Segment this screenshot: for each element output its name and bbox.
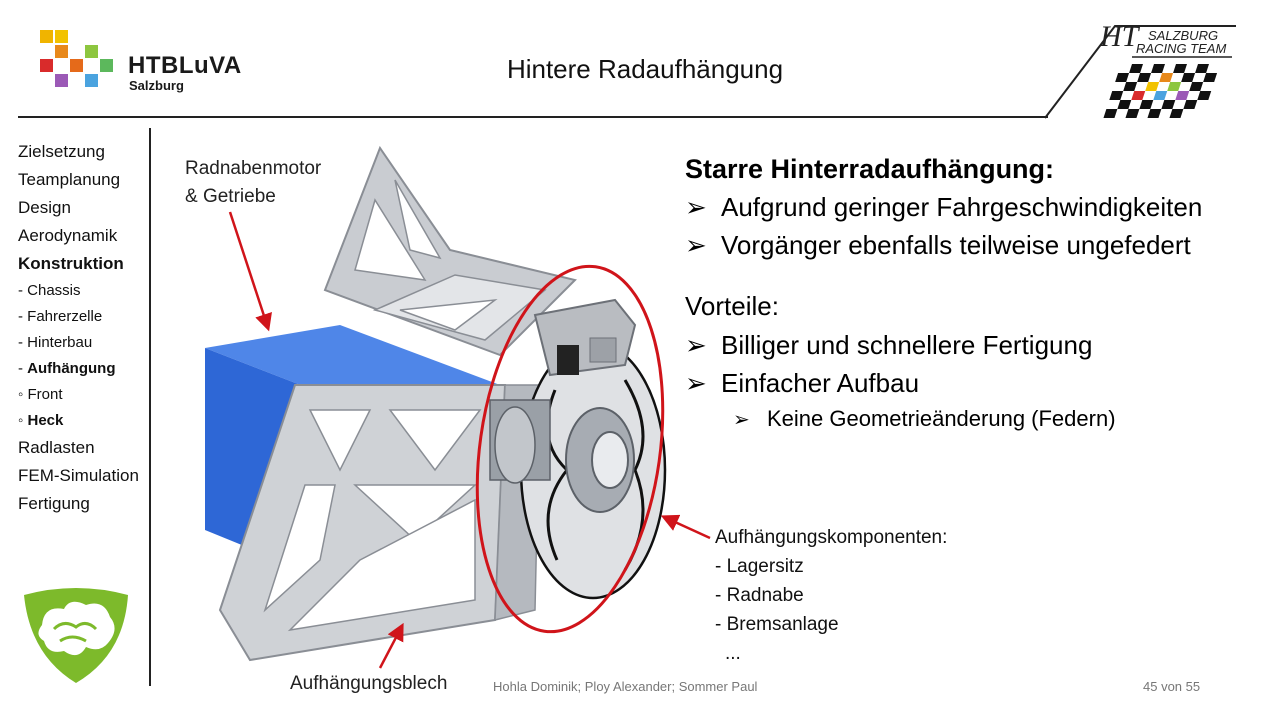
sidebar-item-fahrerzelle[interactable]: - Fahrerzelle (18, 308, 103, 325)
sidebar-item-label: Aufhängung (27, 360, 116, 377)
footer-authors: Hohla Dominik; Ploy Alexander; Sommer Paul (493, 679, 758, 694)
component-item: - Lagersitz (715, 556, 804, 577)
motor-arrow (230, 212, 268, 328)
component-item: - Radnabe (715, 585, 804, 606)
content-block (685, 150, 1275, 437)
sidebar-item-prefix: ◦ (18, 386, 28, 403)
team-logo-text-2: RACING TEAM (1136, 41, 1227, 56)
arrow-bullet-icon: ➢ (733, 409, 750, 431)
sidebar-item-prefix: ◦ (18, 412, 28, 429)
sidebar-item-label: Front (27, 386, 63, 403)
label-motor-line1: Radnabenmotor (185, 158, 322, 179)
svg-text:HT: HT (1100, 20, 1139, 53)
bullet-item (685, 326, 1275, 364)
sidebar-item-zielsetzung[interactable]: Zielsetzung (18, 142, 105, 161)
sidebar-item-fertigung[interactable]: Fertigung (18, 494, 90, 513)
bullet-text: Billiger und schnellere Fertigung (721, 330, 1093, 360)
brand-subtitle: Salzburg (129, 78, 184, 93)
component-item: - Bremsanlage (715, 614, 839, 635)
sidebar-item-chassis[interactable]: - Chassis (18, 282, 81, 299)
sidebar-item-teamplanung[interactable]: Teamplanung (18, 170, 121, 189)
arrow-bullet-icon: ➢ (685, 368, 707, 398)
sidebar-item-prefix: - (18, 360, 28, 377)
sub-bullet-text: Keine Geometrieänderung (Federn) (767, 406, 1116, 431)
bullet-item (685, 364, 1275, 402)
advantages-heading: Vorteile: (685, 291, 779, 321)
label-plate: Aufhängungsblech (290, 673, 448, 694)
sidebar-item-design[interactable]: Design (18, 198, 71, 217)
component-item: ... (725, 643, 741, 664)
bullet-item (685, 188, 1275, 226)
bullet-text: Vorgänger ebenfalls teilweise ungefedert (721, 230, 1191, 260)
arrow-bullet-icon: ➢ (685, 230, 707, 260)
sidebar-item-label: Heck (27, 412, 64, 429)
team-logo-text-1: SALZBURG (1148, 28, 1219, 43)
bullet-text: Einfacher Aufbau (721, 368, 920, 398)
arrow-bullet-icon: ➢ (685, 192, 707, 222)
label-motor (185, 155, 321, 211)
slide-title: Hintere Radaufhängung (506, 54, 784, 84)
arrow-bullet-icon: ➢ (685, 330, 707, 360)
sidebar-item-fem-simulation[interactable]: FEM-Simulation (18, 466, 139, 485)
plate-arrow (380, 626, 402, 668)
sidebar-item-konstruktion[interactable]: Konstruktion (18, 254, 124, 273)
components-title: Aufhängungskomponenten: (715, 527, 948, 548)
sidebar-item-aerodynamik[interactable]: Aerodynamik (18, 226, 118, 245)
sub-bullet-item (685, 402, 1275, 437)
label-motor-line2: & Getriebe (185, 186, 276, 207)
brand-name: HTBLuVA (128, 52, 242, 79)
bullet-text: Aufgrund geringer Fahrgeschwindigkeiten (721, 192, 1203, 222)
content-heading: Starre Hinterradaufhängung: (685, 154, 1055, 184)
label-components (715, 523, 947, 668)
highlight-ellipse (455, 254, 684, 643)
sidebar-item-hinterbau[interactable]: - Hinterbau (18, 334, 93, 351)
components-arrow (664, 517, 710, 538)
bullet-item (685, 226, 1275, 264)
page-number: 45 von 55 (1143, 679, 1201, 694)
sidebar-item-radlasten[interactable]: Radlasten (18, 438, 95, 457)
